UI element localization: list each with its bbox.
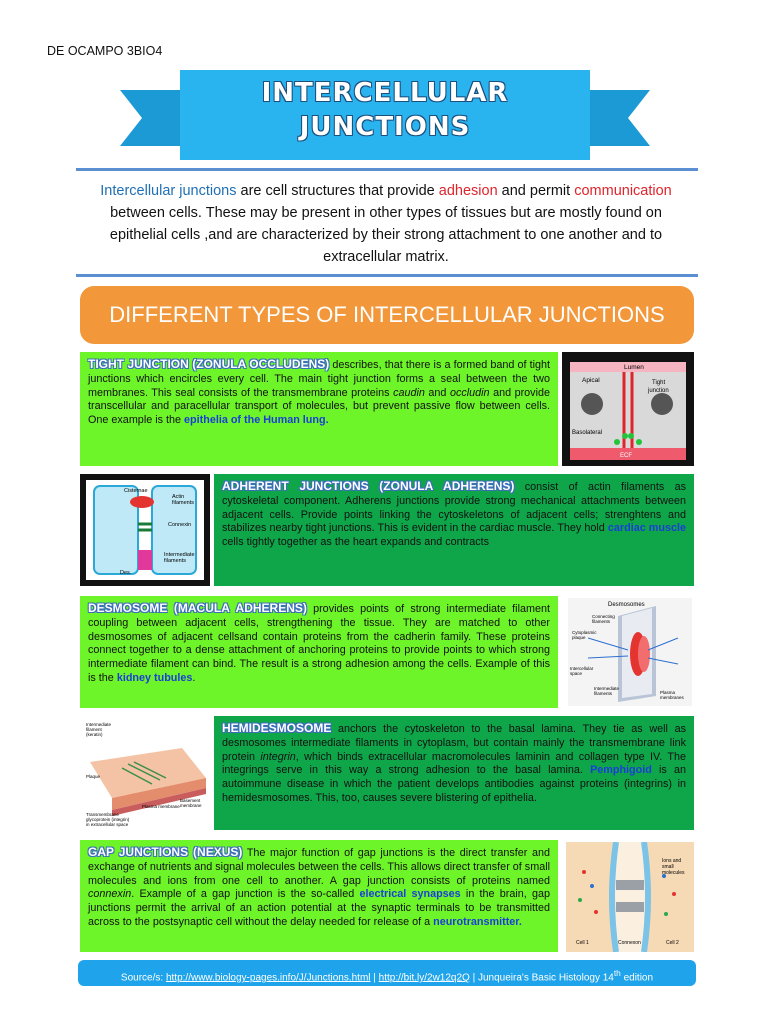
adherent-fig-label-6: filaments [164,558,187,564]
adherent-junction-box [214,474,694,586]
gap-fig-label-6: Cell 2 [666,940,679,946]
intro-text-1: are cell structures that provide [236,183,439,199]
desmosome-fig-label-5: Intercellular [570,666,594,671]
tight-fig-ecf: ECF [620,453,632,459]
desmosome-fig-title: Desmosomes [608,602,645,608]
intro-text-3: between cells. These may be present in other types of tissues but are mostly found on epithelial cells ,and are characterized by their strong attachment to one another and to extracellular matrix. [109,205,663,265]
adherent-text-2: cells tightly together as the heart expands and contracts [222,536,490,549]
tight-junction-figure [562,352,694,466]
desmosome-fig-label-8: filaments [594,691,613,696]
adherent-junction-figure [80,474,210,586]
adherent-fig-label-7: Des. [120,570,132,576]
gap-junction-figure [566,842,694,952]
adherent-fig-label-1: Cisternae [124,488,148,494]
desmosome-example-link: kidney tubules [116,671,193,684]
adherent-text-1: consist of actin filaments as cytoskeletal component. Adherens junctions provide strong mechanical attachments between adjacent cells. Provide points linking the cytoskeletons of adjacent cells; strenghtens and stabilizes nearby tight junctions. This is evident in the cardiac muscle. They hold [222,481,686,535]
hemi-fig-label-2: filament [86,727,102,732]
desmosome-fig-label-9: Plasma [660,690,676,695]
adherent-fig-label-4: Connexin [168,522,192,528]
hemidesmosome-figure [82,718,210,830]
tight-junction-box [80,352,558,466]
sources-bar [78,960,696,986]
tight-fig-tj1: Tight [652,380,666,386]
hemi-fig-label-8: Transmembrane [86,812,119,817]
desmosome-text-2: . [192,671,196,684]
desmosome-fig-label-10: membranes [660,695,684,700]
hemi-text-1: anchors the cytoskeleton to the basal lamina. They tie as well as desmosomes intermediate filaments in cytoplasm, but contain mainly the transmembrane link protein [222,723,686,763]
desmosome-text-1: provides points of strong intermediate filament coupling between adjacent cells, strengthening the tissue. They are matched to other desmosomes of adjacent cellsand contain proteins from the cadherin family. These proteins connect together to a dense attachment of anchoring proteins to provide points to which strong intermediate filament can bind. The result is a strong adhesion among the cells. Example of this is the [88,603,550,684]
sources-label: Source/s: [120,972,166,984]
hemi-fig-label-4: Plaque [86,774,101,779]
tight-italic-2: occludin [449,386,490,399]
title-line-2: JUNCTIONS [299,112,471,142]
hemidesmosome-box [214,716,694,830]
gap-italic-1: connexin [88,888,132,901]
tight-fig-tj2: junction [648,388,669,394]
adherent-fig-label-3: filaments [172,500,195,506]
gap-text-1: The major function of gap junctions is the direct transfer and exchange of nutrients and signal molecules between the cells. This allows direct transfer of small molecules and ions from one cell to another. A gap junction consists of proteins named [88,847,550,887]
intro-text-2: and permit [497,183,575,199]
sources-text-book: | Junqueira's Basic Histology 14 [469,972,614,984]
intro-keyword-adhesion: adhesion [438,183,498,199]
desmosome-fig-label-2: filaments [592,619,611,624]
tight-fig-lumen: Lumen [624,364,644,371]
gap-junction-box [80,840,558,952]
gap-fig-label-2: small [662,864,674,870]
desmosome-keyword: DESMOSOME (MACULA ADHERENS) [88,601,307,615]
desmosome-box [80,596,558,708]
tight-fig-apical: Apical [582,377,600,384]
intro-paragraph [86,180,686,268]
desmosome-fig-label-3: Cytoplasmic [572,630,597,635]
author-name: DE OCAMPO 3BIO4 [47,44,163,58]
hemi-fig-label-9: glycoprotein (integrin) [86,817,130,822]
gap-fig-label-4: Cell 1 [576,940,589,946]
tight-junction-keyword: TIGHT JUNCTION (ZONULA OCCLUDENS) [88,357,330,371]
desmosome-fig-label-1: Connecting [592,614,615,619]
hemi-fig-label-3: (keratin) [86,732,103,737]
title-ribbon [120,60,650,170]
intro-keyword-communication: communication [574,183,672,199]
gap-junction-keyword: GAP JUNCTIONS (NEXUS) [88,845,243,859]
hemi-text-3: is an autoimmune disease in which the patient develops antibodies against proteins (integrins) in hemidesmosomes. This, too, causes severe blistering of epithelia. [222,764,686,804]
adherent-example-link: cardiac muscle [607,522,686,535]
gap-fig-label-1: Ions and [662,858,682,864]
desmosome-fig-label-6: space [570,671,583,676]
desmosome-figure [568,598,692,706]
gap-example-link-1: electrical synapses [359,888,461,901]
tight-text-2: and [424,386,450,399]
source-link-1[interactable]: http://www.biology-pages.info/J/Junctions.html [165,972,371,984]
adherent-fig-label-5: Intermediate [164,552,195,558]
intro-keyword-intercellular: Intercellular junctions [100,183,237,199]
hemi-fig-label-5: Plasma membrane [142,804,180,809]
desmosome-fig-label-4: plaque [572,635,586,640]
title-line-1: INTERCELLULAR [261,78,509,108]
desmosome-fig-label-7: Intermediate [594,686,620,691]
gap-fig-label-5: Connexon [618,940,641,946]
hemidesmosome-keyword: HEMIDESMOSOME [222,721,332,735]
tight-italic-1: caudin [393,386,425,399]
tight-text-1: describes, that there is a formed band of tight junctions which encircles every cell. The main tight junction forms a seal between the two membranes. This seal consists of the transmembrane proteins [88,359,550,399]
hemi-fig-label-10: in extracellular space [86,822,129,827]
hemi-fig-label-6: Basement [180,798,201,803]
sources-text-end: edition [620,972,654,984]
sources-superscript: th [613,968,621,978]
types-heading: DIFFERENT TYPES OF INTERCELLULAR JUNCTIONS [80,286,694,344]
page-title [260,76,510,144]
gap-text-3: in the brain, gap junctions permit the arrival of an action potential at the synaptic terminals to be transmitted across to the postsynaptic cell without the delay needed for release of a [88,888,550,928]
hemi-fig-label-1: Intermediate [86,722,112,727]
gap-fig-label-3: molecules [662,870,685,876]
gap-text-2: . Example of a gap junction is the so-called [131,888,360,901]
tight-text-3: and provide transcellular and paracellular transport of molecules, but prevent passive flow between cells. One example is the [88,386,550,427]
sources-separator-1: | [370,972,379,984]
adherent-junction-keyword: ADHERENT JUNCTIONS (ZONULA ADHERENS) [222,479,515,493]
tight-example-link: epithelia of the Human lung. [184,414,329,427]
hemidesmosome-example-link: Pemphigoid [590,764,652,777]
hemi-italic-1: integrin [260,750,296,763]
divider-bottom [76,274,698,277]
tight-fig-basolateral: Basolateral [572,430,603,436]
adherent-fig-label-2: Actin [172,494,185,500]
hemi-fig-label-7: membrane [180,803,202,808]
hemi-text-2: , which binds extracellular macromolecules laminin and collagen type IV. The integrings serve in this way a strong adhesion to the basal lamina. [222,750,686,777]
divider-top [76,168,698,171]
gap-example-link-2: neurotransmitter. [433,915,522,928]
source-link-2[interactable]: http://bit.ly/2w12q2Q [378,972,470,984]
